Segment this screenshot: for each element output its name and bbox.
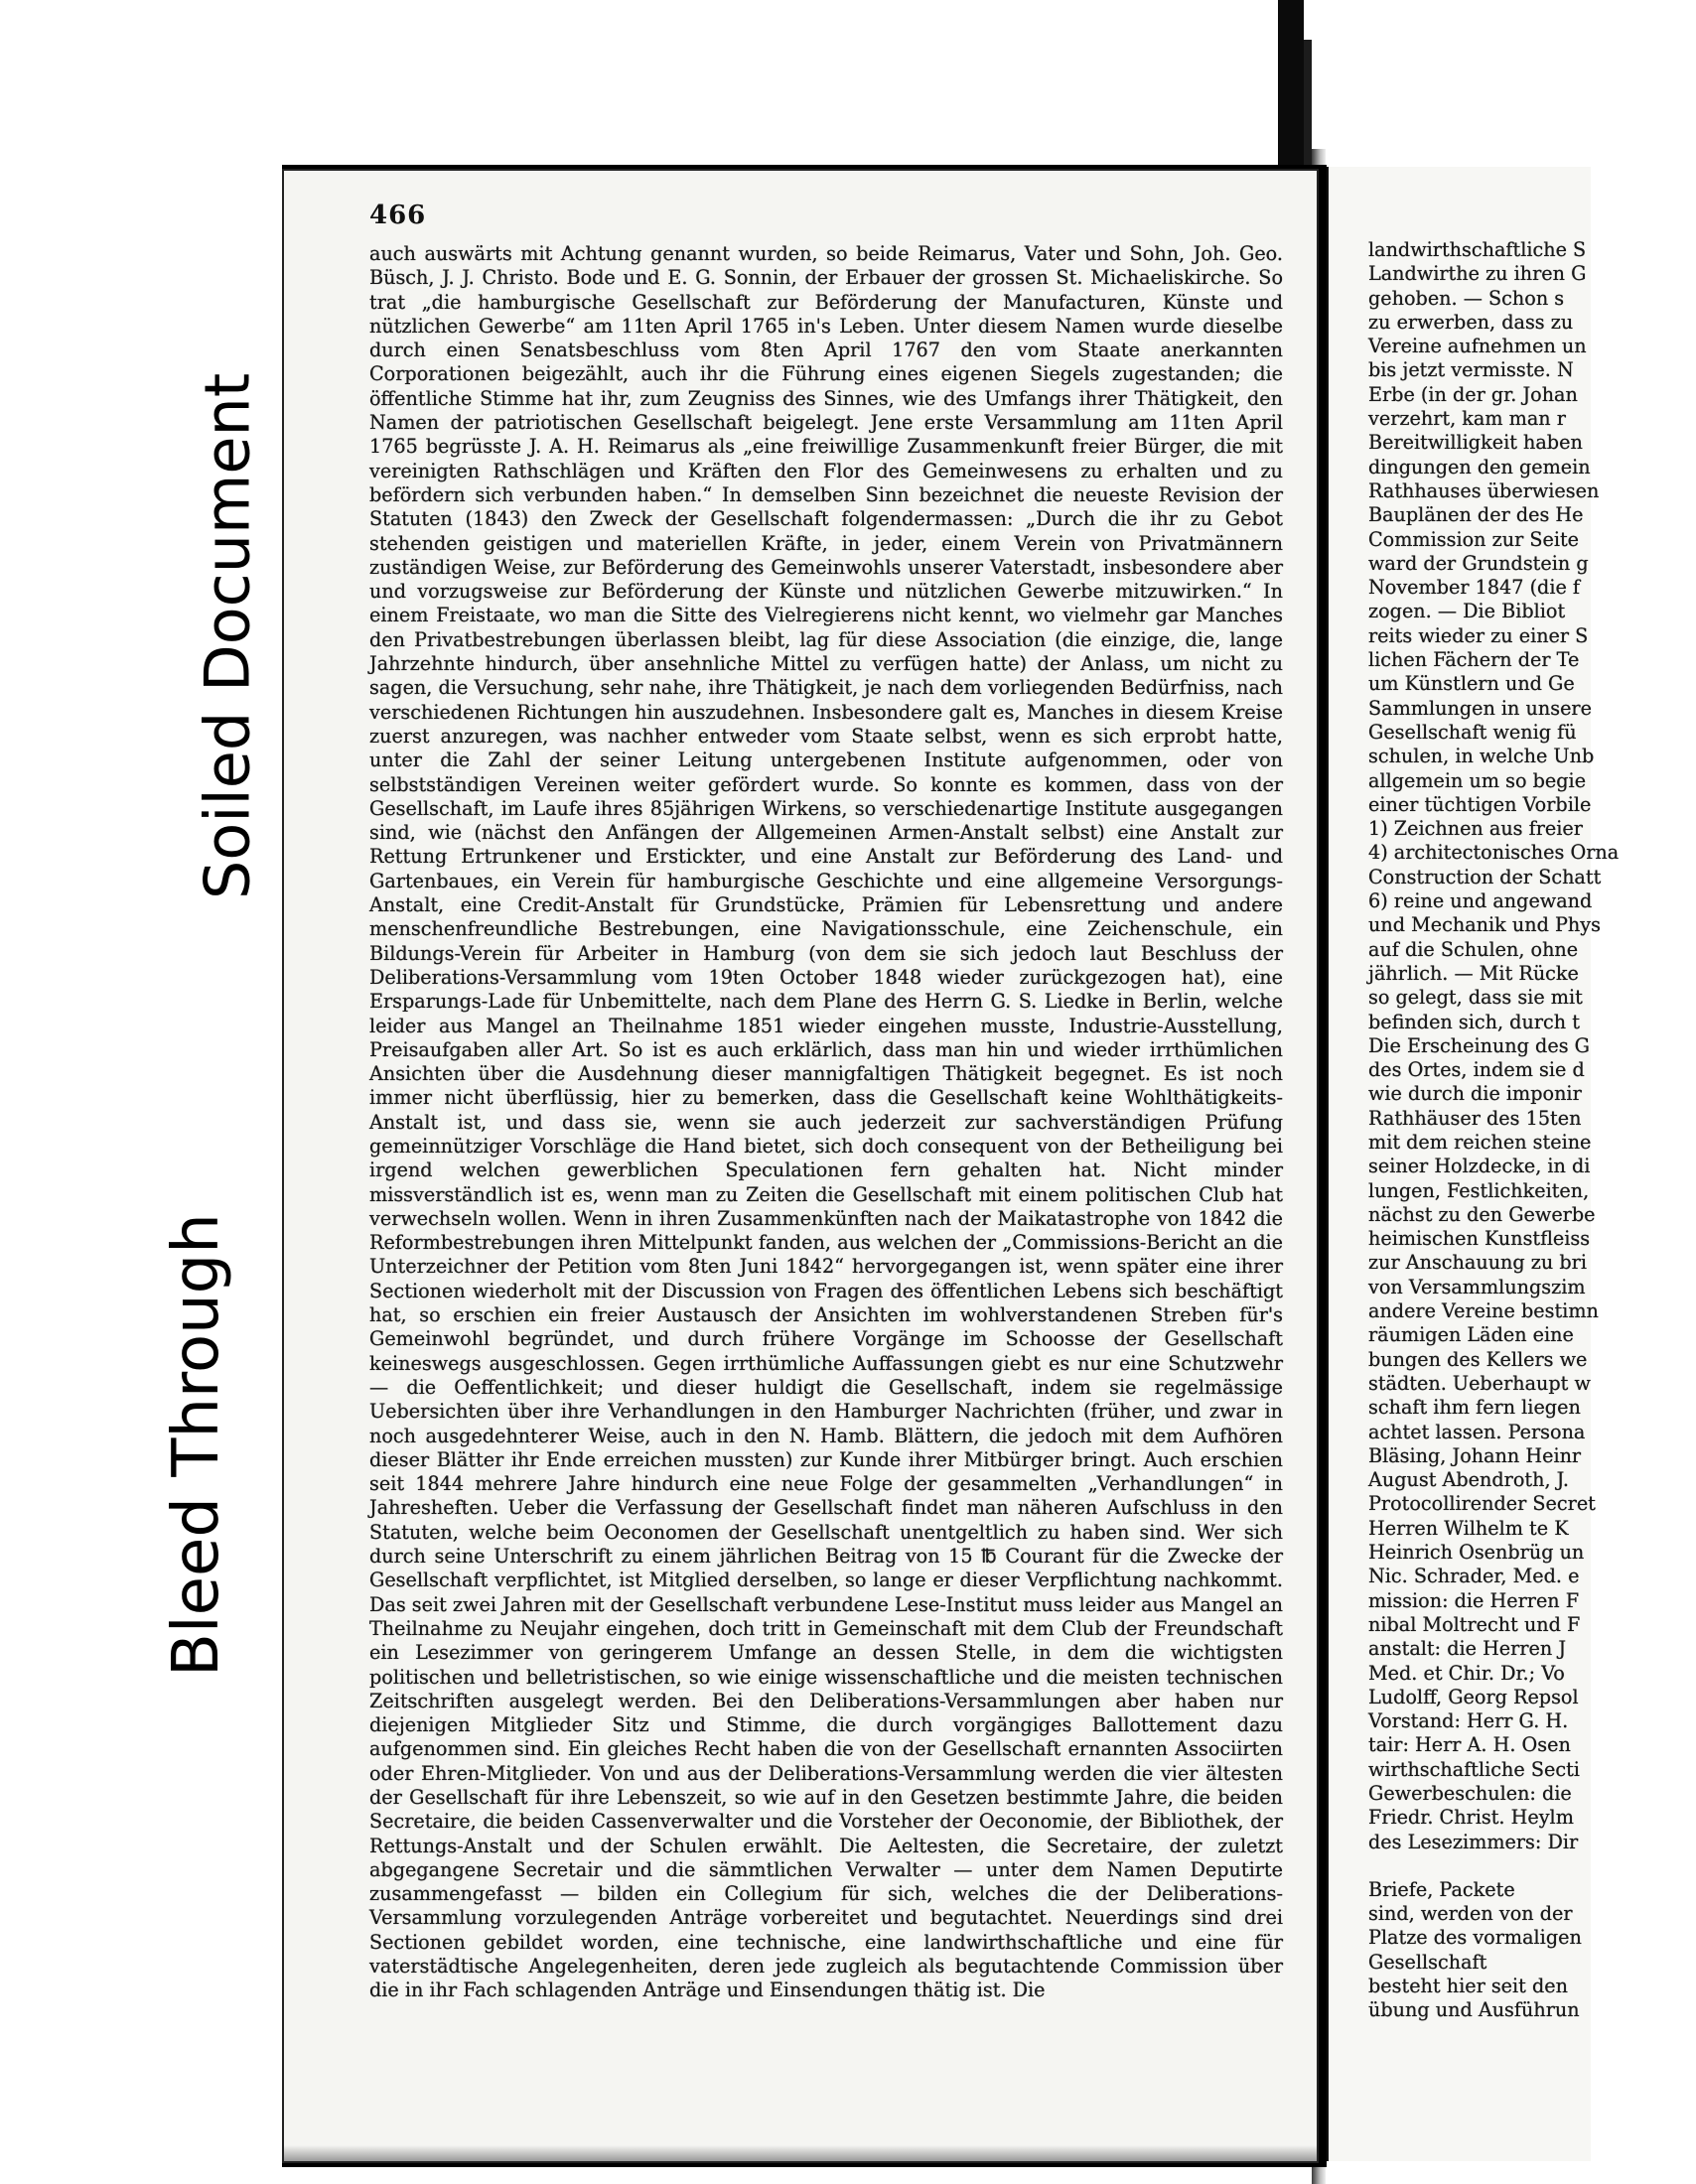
right-page-line: Nic. Schrader, Med. e (1368, 1565, 1580, 1588)
right-page-line: Rathhauses überwiesen (1368, 478, 1600, 502)
right-page-line: mission: die Herren F (1368, 1588, 1580, 1612)
right-page-line: Construction der Schatt (1368, 865, 1602, 888)
right-page-line: Sammlungen in unsere (1368, 696, 1592, 720)
right-page-line: andere Vereine bestimn (1368, 1299, 1599, 1323)
right-page-line: ward der Grundstein g (1368, 551, 1589, 575)
right-page-line: Briefe, Packete (1368, 1877, 1515, 1901)
right-page-line: Ludolff, Georg Repsol (1368, 1685, 1579, 1708)
right-page-line: schaft ihm fern liegen (1368, 1396, 1581, 1420)
left-page (284, 171, 1317, 2161)
right-page-line: städten. Ueberhaupt w (1368, 1371, 1591, 1395)
right-page-line: Erbe (in der gr. Johan (1368, 382, 1578, 406)
page-number: 466 (369, 201, 427, 230)
right-page-line: besteht hier seit den (1368, 1975, 1568, 1998)
right-page-line: auf die Schulen, ohne (1368, 937, 1579, 961)
right-page-line: Die Erscheinung des G (1368, 1033, 1590, 1057)
label-bleed-through (149, 1163, 244, 1727)
right-page-line: Vorstand: Herr G. H. (1368, 1709, 1569, 1733)
right-page-line: 6) reine und angewand (1368, 889, 1593, 913)
right-page-line: bungen des Kellers we (1368, 1347, 1588, 1371)
right-page-line: 4) architectonisches Orna (1368, 841, 1620, 865)
right-page-line: zur Anschauung zu bri (1368, 1251, 1587, 1275)
right-page-line: allgemein um so begie (1368, 768, 1587, 792)
right-page-line: nächst zu den Gewerbe (1368, 1202, 1596, 1226)
right-page-line: des Lesezimmers: Dir (1368, 1830, 1579, 1853)
right-page-line: anstalt: die Herren J (1368, 1637, 1567, 1661)
right-page-line: heimischen Kunstfleiss (1368, 1227, 1591, 1251)
right-page-line: tair: Herr A. H. Osen (1368, 1733, 1571, 1757)
right-page-line: bis jetzt vermisste. N (1368, 358, 1574, 382)
right-page-line: November 1847 (die f (1368, 576, 1581, 600)
left-page-content (369, 201, 1283, 2146)
right-page-line: um Künstlern und Ge (1368, 672, 1575, 696)
right-page-line: 1) Zeichnen aus freier (1368, 817, 1583, 841)
right-page-line: Platze des vormaligen (1368, 1926, 1582, 1950)
right-page-line: wirthschaftliche Secti (1368, 1757, 1580, 1781)
right-page-line: und Mechanik und Phys (1368, 913, 1601, 937)
label-soiled-document-text: Soiled Document (191, 372, 264, 900)
right-page-line: August Abendroth, J. (1368, 1468, 1569, 1492)
right-page-line: sind, werden von der (1368, 1902, 1573, 1926)
right-page-line: mit dem reichen steine (1368, 1130, 1592, 1154)
right-page-line: Bauplänen der des He (1368, 503, 1584, 527)
right-page-line: Gesellschaft wenig fü (1368, 720, 1577, 744)
right-page-gap (1368, 1854, 1696, 1878)
right-page-line: von Versammlungszim (1368, 1275, 1586, 1298)
right-page-line: übung und Ausführun (1368, 1998, 1580, 2022)
right-page-line: Commission zur Seite (1368, 527, 1580, 551)
right-page-line: Vereine aufnehmen un (1368, 335, 1587, 358)
page-body-text: auch auswärts mit Achtung genannt wurden, so beide Reimarus, Vater und Sohn, Joh. Geo. Büsch, J. J. Christo. Bode und E. G. Sonnin, der Erbauer der grossen St. Michaeliskirche. So trat „die hamburgische Gesellschaft zur Beförderung der Manufacturen, Künste und nützlichen Gewerbe“ am 11ten April 1765 in's Leben. Unter diesem Namen wurde dieselbe durch einen Senatsbeschluss vom 8ten April 1767 den vom Staate anerkannten Corporationen beigezählt, auch ihr die Führung eines eigenen Siegels zugestanden; die öffentliche Stimme hat ihr, zum Zeugniss des Sinnes, wie des Umfangs ihrer Thätigkeit, den Namen der patriotischen Gesellschaft beigelegt. Jene erste Versammlung am 11ten April 1765 begrüsste J. A. H. Reimarus als „eine freiwillige Zusammenkunft freier Bürger, die mit vereinigten Rathschlägen und Kräften den Flor des Gemeinwesens zu erhalten und zu befördern sich verbunden haben.“ In demselben Sinn bezeichnet die neueste Revision der Statuten (1843) den Zweck der Gesellschaft folgendermassen: „Durch die ihr zu Gebot stehenden geistigen und materiellen Kräfte, in jeder, einem Verein von Privatmännern zuständigen Weise, zur Beförderung des Gemeinwohls unserer Vaterstadt, insbesondere aber und vorzugsweise zur Beförderung der Künste und nützlichen Gewerbe mitzuwirken.“ In einem Freistaate, wo man die Sitte des Vielregierens nicht kennt, wo vielmehr gar Manches den Privatbestrebungen überlassen bleibt, lag für diese Association (die einzige, die, lange Jahrzehnte hindurch, über ansehnliche Mittel zu verfügen hatte) der Anlass, um nicht zu sagen, die Versuchung, sehr nahe, ihre Thätigkeit, je nach dem vorliegenden Bedürfniss, nach verschiedenen Richtungen hin auszudehnen. Insbesondere galt es, Manches in diesem Kreise zuerst anzuregen, was nachher entweder vom Staate selbst, wenn es sich erprobt hatte, unter die Zahl der seiner Leitung untergebenen Institute aufgenommen, oder von selbstständigen Vereinen weiter gefördert wurde. So konnte es kommen, dass von der Gesellschaft, im Laufe ihres 85jährigen Wirkens, so verschiedenartige Institute ausgegangen sind, wie (nächst den Anfängen der Allgemeinen Armen-Anstalt selbst) eine Anstalt zur Rettung Ertrunkener und Erstickter, und eine Anstalt zur Beförderung des Land- und Gartenbaues, ein Verein für hamburgische Geschichte und eine allgemeine Versorgungs-Anstalt, eine Credit-Anstalt für Grundstücke, Prämien für Lebensrettung und andere menschenfreundliche Bestrebungen, eine Navigationsschule, eine Zeichenschule, ein Bildungs-Verein für Arbeiter in Hamburg (von dem sie sich jedoch laut Beschluss der Deliberations-Versammlung vom 19ten October 1848 wieder zurückgezogen hat), eine Ersparungs-Lade für Unbemittelte, nach dem Plane des Herrn G. S. Liedke in Berlin, welche leider aus Mangel an Theilnahme 1851 wieder eingehen musste, Industrie-Ausstellung, Preisaufgaben aller Art. So ist es auch erklärlich, dass man hin und wieder irrthümlichen Ansichten über die Ausdehnung dieser mannigfaltigen Thätigkeit begegnet. Es ist noch immer nicht überflüssig, hier zu bemerken, dass die Gesellschaft keine Wohlthätigkeits-Anstalt ist, und dass sie, wenn sie auch jederzeit zur sachverständigen Prüfung gemeinnütziger Vorschläge die Hand bietet, sich doch consequent von der Betheiligung bei irgend welchen gewerblichen Speculationen fern gehalten hat. Nicht minder missverständlich ist es, wenn man zu Zeiten die Gesellschaft mit einem politischen Club hat verwechseln wollen. Wenn in ihren Zusammenkünften nach der Maikatastrophe von 1842 die Reformbestrebungen ihren Mittelpunkt fanden, aus welchen der „Commissions-Bericht an die Unterzeichner der Petition vom 8ten Juni 1842“ hervorgegangen ist, wenn später eine ihrer Sectionen wiederholt mit der Discussion von Fragen des öffentlichen Lebens sich beschäftigt hat, so erschien ein freier Austausch der Ansichten im wohlverstandenen Streben für's Gemeinwohl begründet, und durch frühere Vorgänge im Schoosse der Gesellschaft keineswegs ausgeschlossen. Gegen irrthümliche Auffassungen giebt es nur eine Schutzwehr — die Oeffentlichkeit; und dieser huldigt die Gesellschaft, indem sie regelmässige Uebersichten über ihre Verhandlungen in den Hamburger Nachrichten (früher, und zwar in noch ausgedehnterer Weise, auch in den N. Hamb. Blättern, die jedoch mit dem Aufhören dieser Blätter ihr Ende erreichen mussten) zur Kunde ihrer Mitbürger bringt. Auch erschien seit 1844 mehrere Jahre hindurch eine neue Folge der gesammelten „Verhandlungen“ in Jahresheften. Ueber die Verfassung der Gesellschaft findet man näheren Aufschluss in den Statuten, welche beim Oeconomen der Gesellschaft unentgeltlich zu haben sind. Wer sich durch seine Unterschrift zu einem jährlichen Beitrag von 15 ℔ Courant für die Zwecke der Gesellschaft verpflichtet, ist Mitglied derselben, so lange er dieser Verpflichtung nachkommt. Das seit zwei Jahren mit der Gesellschaft verbundene Lese-Institut muss leider aus Mangel an Theilnahme zu Neujahr eingehen, doch tritt in Gemeinschaft mit dem Club der Freundschaft ein Lesezimmer von geringerem Umfange an dessen Stelle, in dem die wichtigsten politischen und belletristischen, so wie einige wissenschaftliche und die meisten technischen Zeitschriften ausgelegt werden. Bei den Deliberations-Versammlungen aber haben nur diejenigen Mitglieder Sitz und Stimme, die durch vorgängiges Ballottement dazu aufgenommen sind. Ein gleiches Recht haben die von der Gesellschaft ernannten Associirten oder Ehren-Mitglieder. Von und aus der Deliberations-Versammlung werden die vier ältesten der Gesellschaft für ihre Lebenszeit, so wie auf in den Gesetzen bestimmte Jahre, die beiden Secretaire, die beiden Cassenverwalter und die Vorsteher der Oeconomie, der Bibliothek, der Rettungs-Anstalt und der Schulen erwählt. Die Aeltesten, die Secretaire, der zuletzt abgegangene Secretair und die sämmtlichen Verwalter — unter dem Namen Deputirte zusammengefasst — bilden ein Collegium für sich, welches die der Deliberations-Versammlung vorzulegenden Anträge vorbereitet und begutachtet. Neuerdings sind drei Sectionen gebildet worden, eine technische, eine landwirthschaftliche und eine für vaterstädtische Angelegenheiten, deren jede zugleich als begutachtende Commission über die in ihr Fach schlagenden Anträge und Einsendungen thätig ist. Die (369, 242, 1283, 2002)
label-soiled-document (185, 334, 270, 939)
right-page-line: befinden sich, durch t (1368, 1010, 1580, 1033)
right-page-line: so gelegt, dass sie mit (1368, 986, 1583, 1010)
right-page-line: wie durch die imponir (1368, 1082, 1582, 1106)
right-page-line: nibal Moltrecht und F (1368, 1612, 1581, 1636)
right-page-line: schulen, in welche Unb (1368, 745, 1595, 768)
right-page-line: Bläsing, Johann Heinr (1368, 1443, 1582, 1467)
right-page-line: Med. et Chir. Dr.; Vo (1368, 1661, 1565, 1685)
right-page-line: des Ortes, indem sie d (1368, 1058, 1585, 1082)
right-page-line: Gewerbeschulen: die (1368, 1782, 1572, 1805)
right-page-line: seiner Holzdecke, in di (1368, 1155, 1591, 1178)
label-bleed-through-text: Bleed Through (160, 1213, 233, 1678)
right-page-line: zu erwerben, dass zu (1368, 310, 1574, 334)
right-page-line: Rathhäuser des 15ten (1368, 1106, 1582, 1130)
right-page-line: Friedr. Christ. Heylm (1368, 1806, 1574, 1830)
right-page-line: reits wieder zu einer S (1368, 623, 1589, 647)
right-page-column (1368, 238, 1696, 2023)
right-page-line: achtet lassen. Persona (1368, 1420, 1586, 1443)
right-page-line: jährlich. — Mit Rücke (1368, 961, 1579, 985)
right-page-line: verzehrt, kam man r (1368, 407, 1566, 431)
right-page-line: Heinrich Osenbrüg un (1368, 1541, 1585, 1565)
right-page-line: Gesellschaft (1368, 1950, 1487, 1974)
right-page-line: Bereitwilligkeit haben (1368, 431, 1583, 455)
right-page-line: räumigen Läden eine (1368, 1323, 1574, 1347)
page-bottom-shadow (284, 2145, 1317, 2161)
right-page-line: lungen, Festlichkeiten, (1368, 1178, 1590, 1202)
right-page-line: dingungen den gemein (1368, 455, 1591, 478)
right-page (1327, 167, 1620, 2161)
right-page-line: Protocollirender Secret (1368, 1492, 1596, 1516)
right-page-line: Landwirthe zu ihren G (1368, 262, 1587, 286)
right-page-line: zogen. — Die Bibliot (1368, 600, 1566, 623)
right-page-line: einer tüchtigen Vorbile (1368, 792, 1592, 816)
right-page-line: gehoben. — Schon s (1368, 286, 1565, 310)
right-page-line: landwirthschaftliche S (1368, 238, 1587, 261)
right-page-line: lichen Fächern der Te (1368, 648, 1580, 672)
right-page-line: Herren Wilhelm te K (1368, 1516, 1569, 1540)
